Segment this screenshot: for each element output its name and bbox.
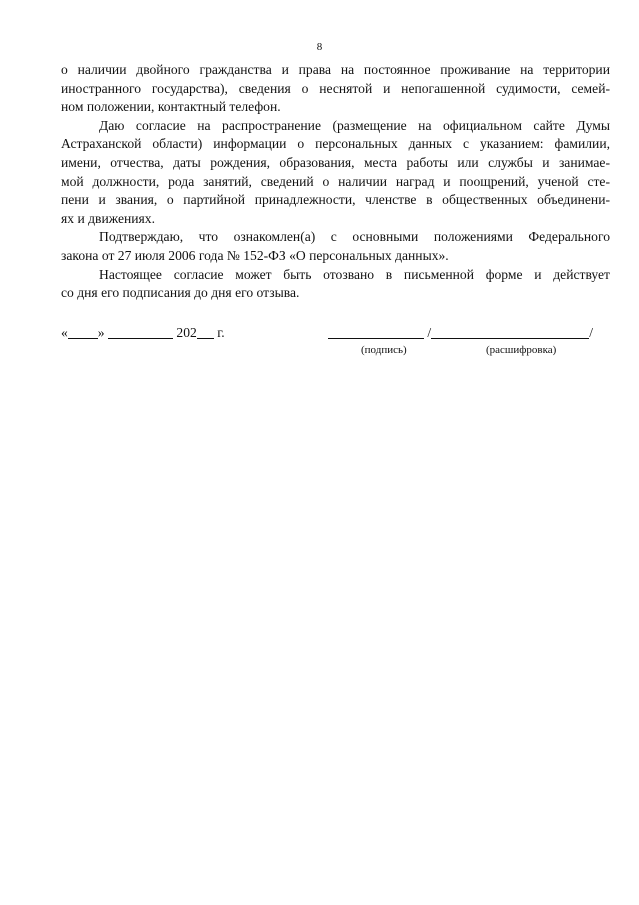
paragraph-acknowledgement	[61, 228, 610, 265]
text-line: о наличии двойного гражданства и права на постоянное проживание на территории	[61, 62, 610, 77]
signature-field	[328, 324, 593, 341]
text-line: мой должности, рода занятий, сведений о наличии наград и поощрений, ученой сте-	[61, 173, 610, 189]
text-line: Подтверждаю, что ознакомлен(а) с основными положениями Федерального	[99, 229, 610, 245]
text-line: имени, отчества, даты рождения, образования, места работы или службы и занимае-	[61, 154, 610, 170]
text-line: пени и звания, о партийной принадлежности, членстве в общественных объединени-	[61, 192, 610, 208]
signature-blank[interactable]	[328, 324, 424, 339]
name-decode-blank[interactable]	[431, 324, 589, 339]
open-quote: «	[61, 325, 68, 340]
text-line: ях и движениях.	[61, 210, 155, 226]
year-suffix: г.	[217, 325, 225, 340]
text-line: иностранного государства), сведения о неснятой и непогашенной судимости, семей-	[61, 80, 610, 96]
month-blank[interactable]	[108, 324, 173, 339]
year-prefix: 202	[176, 325, 197, 340]
text-line: ном положении, контактный телефон.	[61, 99, 281, 115]
paragraph-consent-publication	[61, 117, 610, 229]
paragraph-contacts	[61, 61, 610, 117]
signature-end-separator: /	[589, 325, 593, 340]
signature-separator: /	[427, 325, 432, 340]
page-number: 8	[316, 41, 323, 53]
text-line: Настоящее согласие может быть отозвано в письменной форме и действует	[99, 266, 610, 282]
day-blank[interactable]	[68, 324, 98, 339]
text-line: со дня его подписания до дня его отзыва.	[61, 285, 300, 301]
text-line: Даю согласие на распространение (размещение на официальном сайте Думы	[99, 117, 610, 133]
year-blank[interactable]	[197, 324, 214, 339]
date-field	[61, 324, 225, 341]
document-body	[61, 61, 610, 303]
close-quote: »	[97, 325, 105, 340]
text-line: закона от 27 июля 2006 года № 152-ФЗ «О персональных данных».	[61, 247, 449, 263]
text-line: Астраханской области) информации о персональных данных с указанием: фамилии,	[61, 136, 610, 152]
paragraph-revocation	[61, 266, 610, 303]
signature-caption: (подпись)	[361, 344, 407, 356]
signature-block	[61, 324, 610, 364]
decode-caption: (расшифровка)	[486, 344, 557, 356]
